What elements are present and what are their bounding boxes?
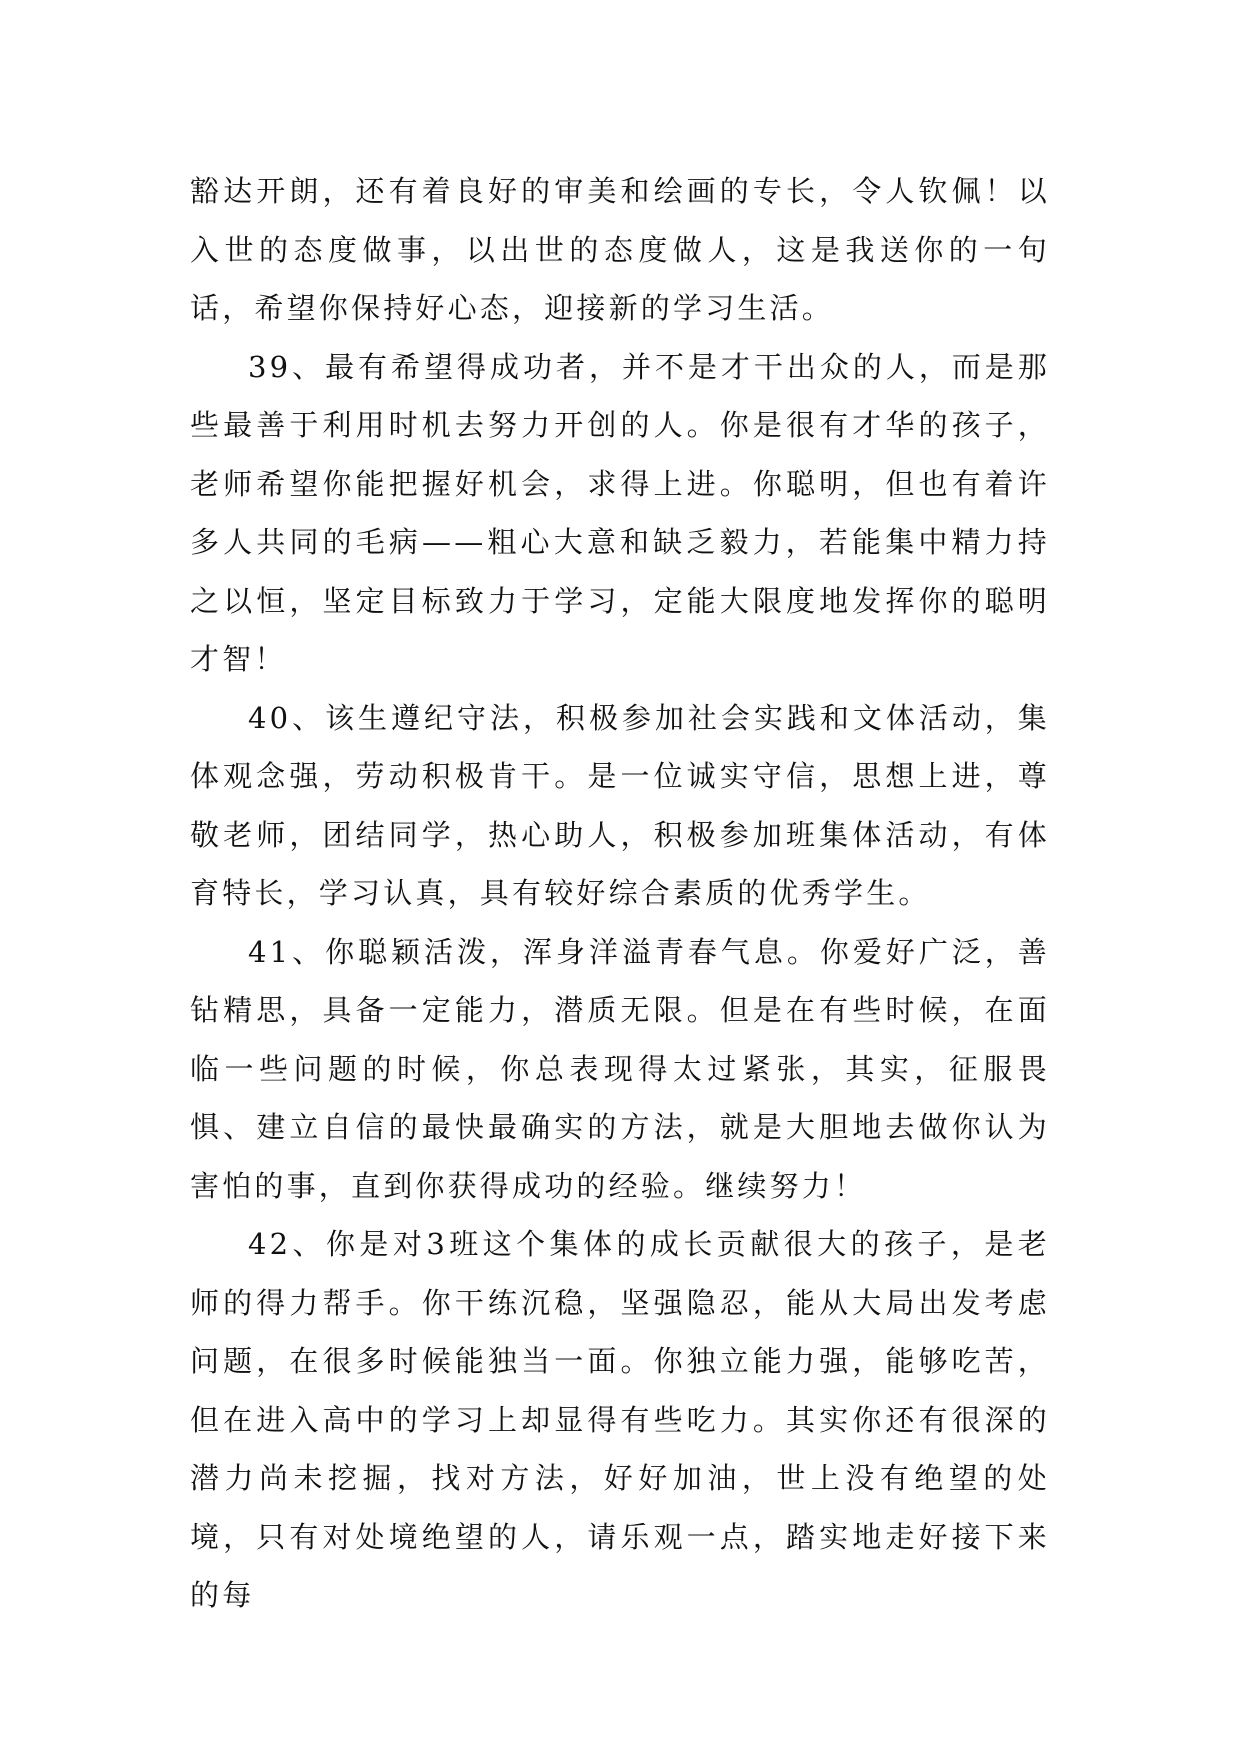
paragraph-40: 40、该生遵纪守法，积极参加社会实践和文体活动，集体观念强，劳动积极肯干。是一位诚实守信，思想上进，尊敬老师，团结同学，热心助人，积极参加班集体活动，有体育特长，学习认真，具有较好综合素质的优秀学生。 [190, 700, 1050, 910]
document-body [190, 162, 1050, 1625]
paragraph-42: 42、你是对3班这个集体的成长贡献很大的孩子，是老师的得力帮手。你干练沉稳，坚强隐忍，能从大局出发考虑问题，在很多时候能独当一面。你独立能力强，能够吃苦，但在进入高中的学习上却显得有些吃力。其实你还有很深的潜力尚未挖掘，找对方法，好好加油，世上没有绝望的处境，只有对处境绝望的人，请乐观一点，踏实地走好接下来的每 [190, 1227, 1050, 1612]
paragraph-41: 41、你聪颖活泼，浑身洋溢青春气息。你爱好广泛，善钻精思，具备一定能力，潜质无限。但是在有些时候，在面临一些问题的时候，你总表现得太过紧张，其实，征服畏惧、建立自信的最快最确实的方法，就是大胆地去做你认为害怕的事，直到你获得成功的经验。继续努力！ [190, 934, 1050, 1203]
paragraph-39: 39、最有希望得成功者，并不是才干出众的人，而是那些最善于利用时机去努力开创的人。你是很有才华的孩子，老师希望你能把握好机会，求得上进。你聪明，但也有着许多人共同的毛病——粗心大意和缺乏毅力，若能集中精力持之以恒，坚定目标致力于学习，定能大限度地发挥你的聪明才智！ [190, 349, 1050, 676]
paragraph-continuation: 豁达开朗，还有着良好的审美和绘画的专长，令人钦佩！以入世的态度做事，以出世的态度做人，这是我送你的一句话，希望你保持好心态，迎接新的学习生活。 [190, 174, 1050, 325]
